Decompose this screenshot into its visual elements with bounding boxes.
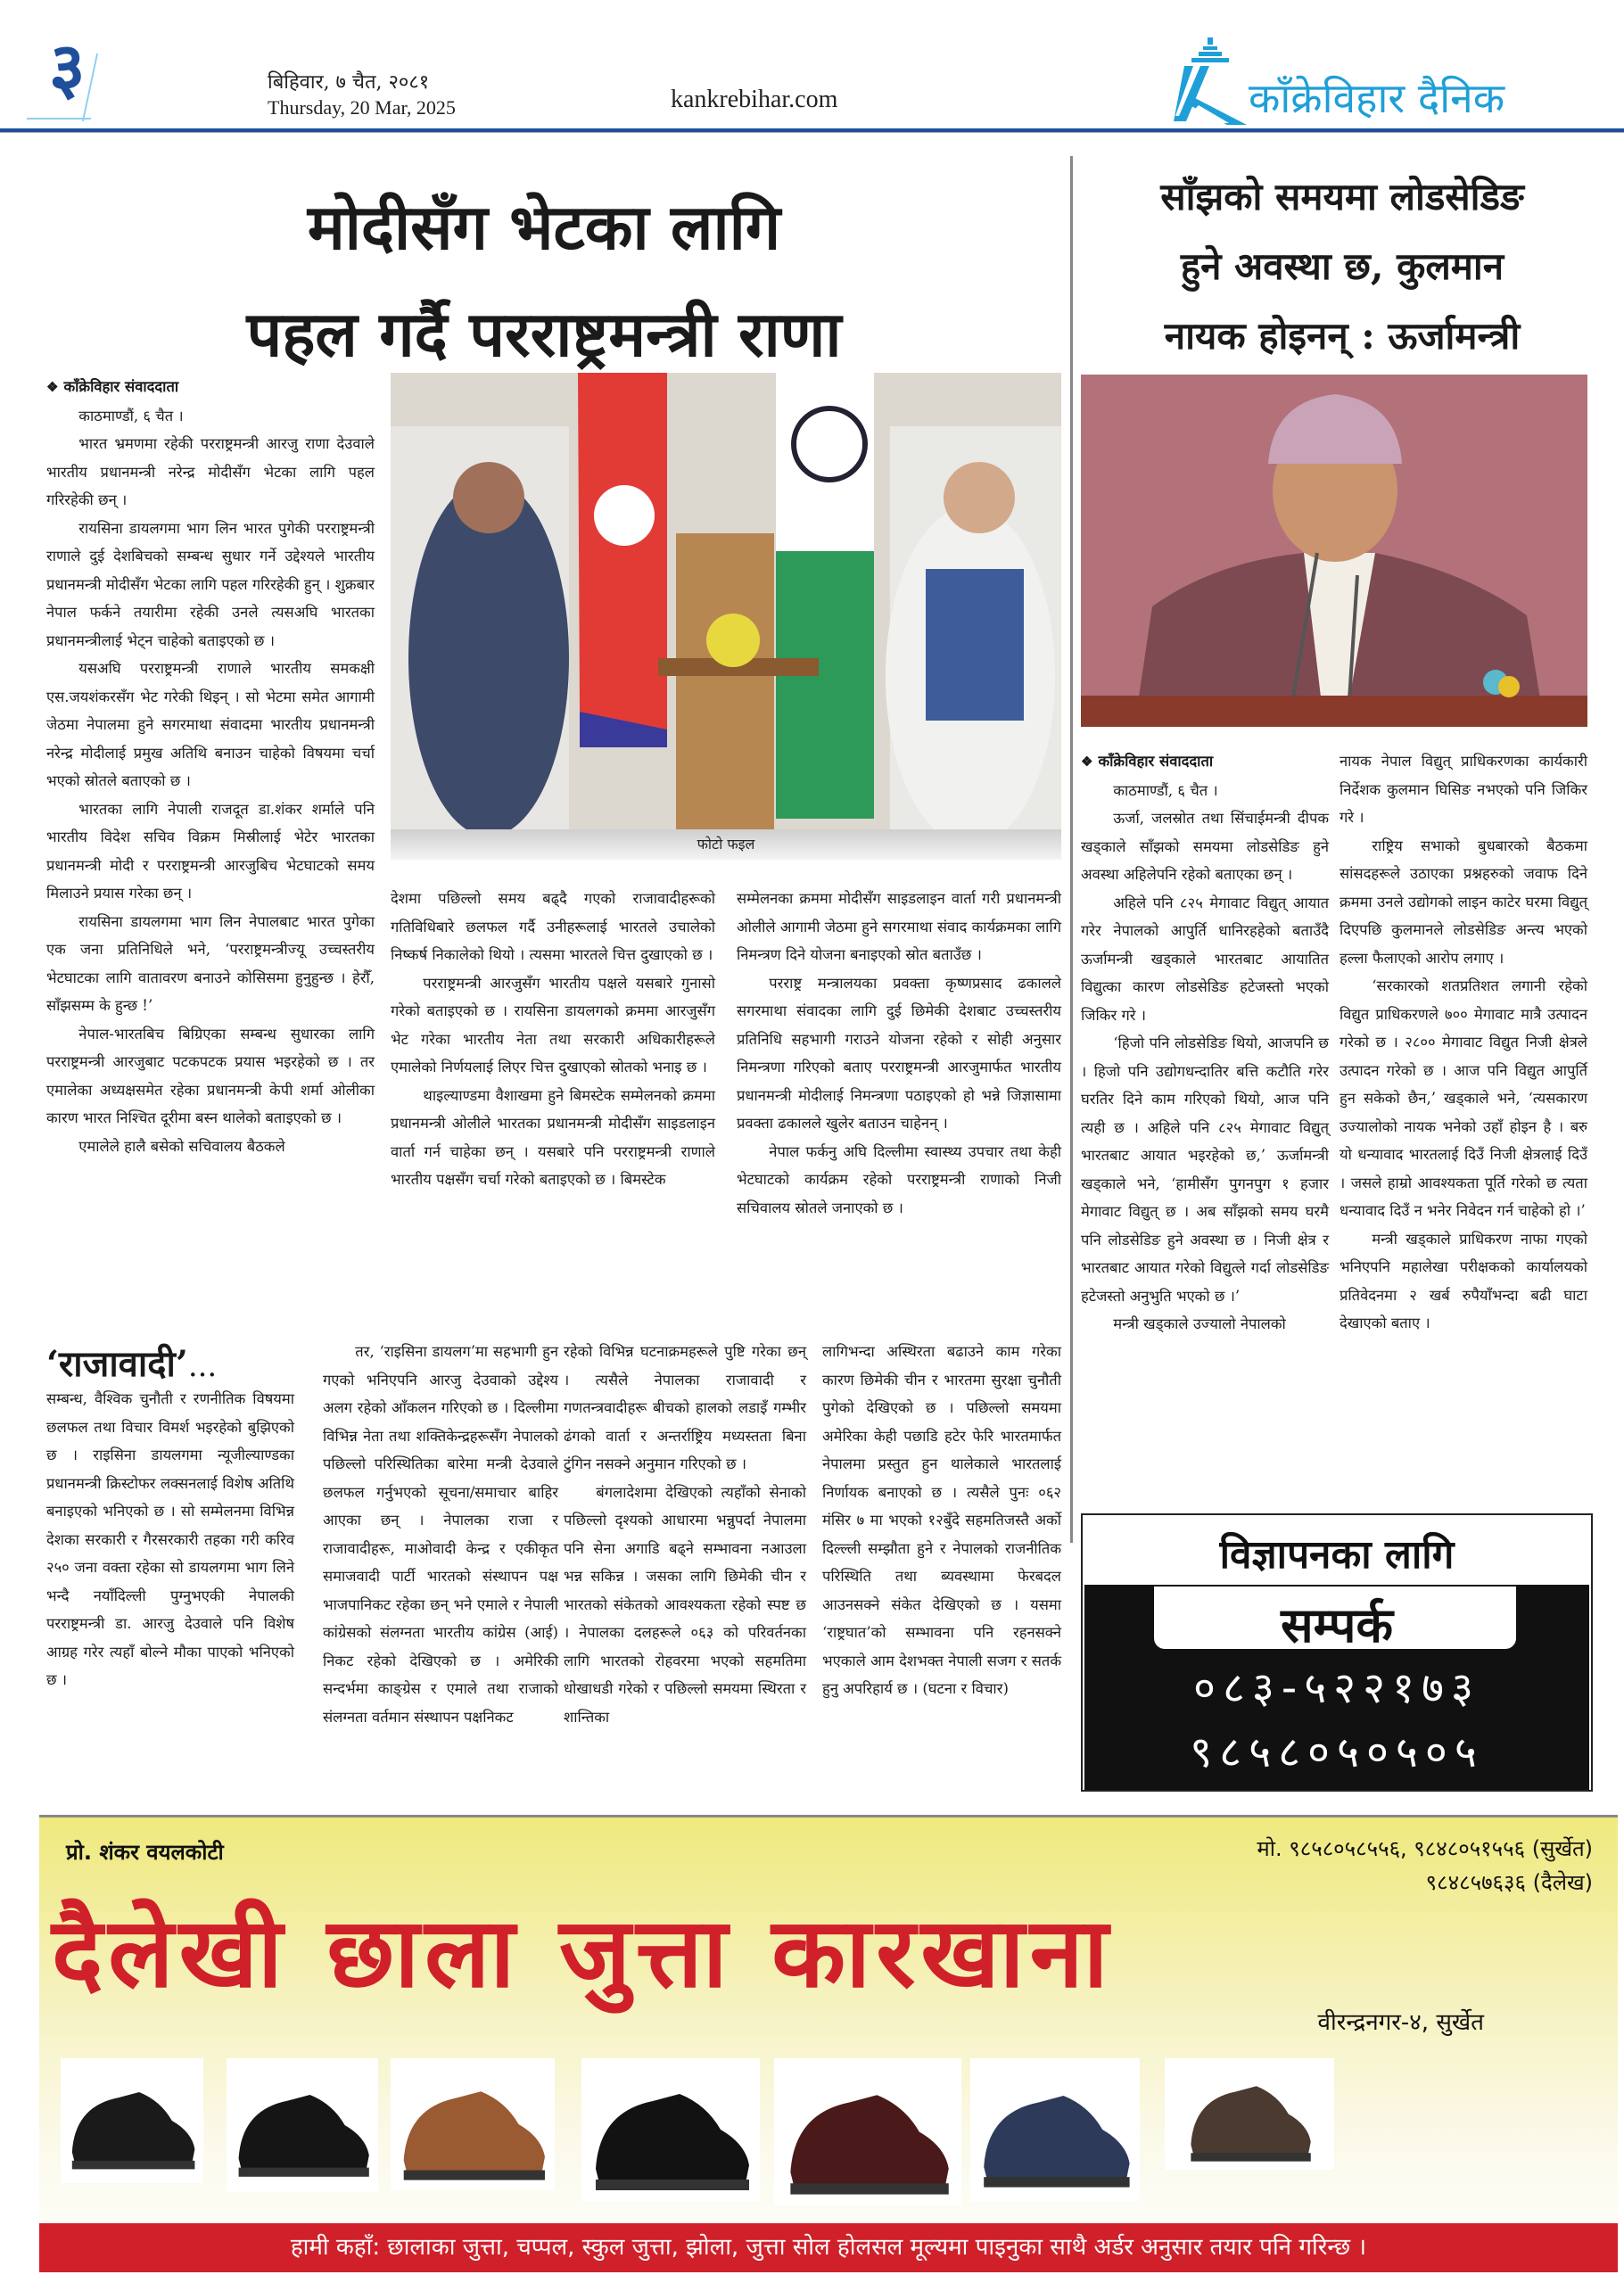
paragraph: सम्मेलनका क्रममा मोदीसँग साइडलाइन वार्ता गरी प्रधानमन्त्री ओलीले आगामी जेठमा हुने सगरमाथा संवाद कार्यक्रमका लागि निमन्त्रण दिने योजना बनाइएको स्रोत बताउँछ ।	[737, 890, 1061, 963]
shoe-ad-phones	[1257, 1832, 1593, 1900]
dateline: काठमाण्डौं, ६ चैत ।	[78, 407, 184, 424]
dateline: काठमाण्डौं, ६ चैत ।	[1113, 781, 1218, 799]
meeting-photo-illustration	[391, 373, 1061, 829]
paragraph: ‘सरकारको शतप्रतिशत लगानी रहेको विद्युत प्राधिकरणले ७०० मेगावाट मात्रै उत्पादन गरेको छ । २८०० मेगावाट विद्युत निजी क्षेत्रले उत्पादन गरेको छ । आज पनि विद्युत आपुर्ति हुन सकेको छैन,’ खड्काले भने, ‘त्यसकारण उज्यालोको नायक भनेको उहाँ होइन है । बरु यो धन्यावाद भारतलाई दिउँ निजी क्षेत्रलाई दिउँ । जसले हाम्रो आवश्यकता पूर्ति गरेको छ त्यता धन्यावाद दिउँ न भनेर निवेदन गर्न चाहेको हो ।’	[1340, 977, 1587, 1219]
page-number-underline	[27, 118, 91, 120]
paragraph: ऊर्जा, जलस्रोत तथा सिंचाईमन्त्री दीपक खड्काले साँझको समयमा लोडसेडिङ हुने अवस्था अहिलेपनि रहेको बताएका छन् ।	[1081, 810, 1329, 883]
ad-phone-landline[interactable]: ०८३-५२२१७३	[1193, 1663, 1480, 1713]
continuation-column-4	[822, 1338, 1061, 1703]
paragraph: भारतका लागि नेपाली राजदूत डा.शंकर शर्माले पनि भारतीय विदेश सचिव विक्रम मिस्रीलाई भेटेर भारतका प्रधानमन्त्री मोदी र परराष्ट्रमन्त्री आरजुबिच भेटघाटको समय मिलाउने प्रयास गरेका छन् ।	[46, 800, 375, 902]
paragraph: रायसिना डायलगमा भाग लिन भारत पुगेकी परराष्ट्रमन्त्री राणाले दुई देशबिचको सम्बन्ध सुधार गर्ने उद्देश्यले भारतीय प्रधानमन्त्री मोदीसँग भेटका लागि पहल गरिरहेकी हुन् । शुक्रबार नेपाल फर्कने तयारीमा रहेकी उनले त्यसअघि भारतका प्रधानमन्त्रीलाई भेट्न चाहेको बताइएको छ ।	[46, 519, 375, 649]
side-headline	[1079, 162, 1605, 371]
paragraph: परराष्ट्र मन्त्रालयका प्रवक्ता कृष्णप्रसाद ढकालले सगरमाथा संवादका लागि दुई छिमेकी देशबाट उच्चस्तरीय प्रतिनिधि सहभागी गराउने योजना रहेको र सोही अनुसार निमन्त्रणा गरिएको बताए परराष्ट्रमन्त्री आरजुमार्फत भारतीय प्रधानमन्त्री मोदीलाई निमन्त्रणा पठाइएको हो भन्ने जिज्ञासामा प्रवक्ता ढकालले खुलेर बताउन चाहेनन् ।	[737, 974, 1061, 1132]
minister-photo-illustration	[1081, 375, 1587, 727]
paragraph: रायसिना डायलगमा भाग लिन नेपालबाट भारत पुगेका एक जना प्रतिनिधिले भने, ‘परराष्ट्रमन्त्रीज्यू उच्चस्तरीय भेटघाटका लागि वातावरण बनाउने कोसिसमा हुनुहुन्छ । हेरौँ, साँझसम्म के हुन्छ !’	[46, 912, 375, 1014]
photo-caption: फोटो फइल	[391, 829, 1061, 860]
paragraph: मन्त्री खड्काले प्राधिकरण नाफा गएको भनिएपनि महालेखा परीक्षकको कार्यालयको प्रतिवेदनमा २ खर्ब रुपैयाँभन्दा बढी घाटा देखाएको बताए ।	[1340, 1230, 1587, 1331]
ad-title: विज्ञापनका लागि	[1219, 1532, 1455, 1578]
date-english: Thursday, 20 Mar, 2025	[268, 96, 456, 119]
paragraph: देशमा पछिल्लो समय बढ्दै गएको राजावादीहरूको गतिविधिबारे छलफल गर्दै उनीहरूलाई भारतले उचालेको निष्कर्ष निकालेको थियो । त्यसमा भारतले चित्त दुखाएको छ ।	[391, 890, 715, 963]
paragraph: तर, ‘राइसिना डायलग’मा सहभागी हुन गएको भनिएपनि आरजु देउवाको उद्देश्य अलग रहेको आँकलन गरिएको छ । दिल्लीमा विभिन्न नेता तथा शक्तिकेन्द्रहरूसँग नेपालको पछिल्लो परिस्थितिका बारेमा मन्त्री देउवाले छलफल गर्नुभएको सूचना/समाचार बाहिर आएका छन् । नेपालका राजा र राजावादीहरू, माओवादी केन्द्र र एकीकृत समाजवादी पार्टी भारतको संस्थापन पक्ष भाजपानिकट रहेका छन् भने एमाले र नेपाली कांग्रेसको संलग्नता भारतीय कांग्रेस (आई) निकट रहेको देखिएको छ । अमेरिकी सन्दर्भमा काङ्ग्रेस र एमाले तथा राजाको संलग्नता वर्तमान संस्थापन पक्षनिकट	[323, 1343, 558, 1726]
side-headline-line1: साँझको समयमा लोडसेडिङ	[1160, 175, 1524, 218]
byline: ❖ काँक्रेविहार संवाददाता	[1081, 753, 1214, 770]
newspaper-logo-text: काँक्रेविहार दैनिक	[1249, 74, 1505, 122]
ad-contact-label: सम्पर्क	[1281, 1596, 1393, 1653]
paragraph: रहेको विभिन्न घटनाक्रमहरूले पुष्टि गरेका छन् । त्यसैले नेपालका राजावादी र गणतन्त्रवादीहरू बीचको हालको लडाइँ गम्भीर ढंगको वार्ता र अन्तर्राष्ट्रिय मध्यस्तता बिना टुंगिन नसक्ने अनुमान गरिएको छ ।	[564, 1343, 806, 1472]
temple-logo-icon	[1174, 36, 1247, 125]
paragraph: राष्ट्रिय सभाको बुधबारको बैठकमा सांसदहरूले उठाएका प्रश्नहरुको जवाफ दिने क्रममा उनले उद्योगको लाइन काटेर घरमा विद्युत् दिएपछि कुलमानले लोडसेडिङ अन्त्य भएको हल्ला फैलाएको आरोप लगाए ।	[1340, 837, 1587, 967]
byline: ❖ काँक्रेविहार संवाददाता	[46, 378, 179, 395]
website-link[interactable]: kankrebihar.com	[671, 86, 838, 113]
main-headline-line2: पहल गर्दै परराष्ट्रमन्त्री राणा	[246, 297, 842, 371]
paragraph: भारत भ्रमणमा रहेकी परराष्ट्रमन्त्री आरजु राणा देउवाले भारतीय प्रधानमन्त्री नरेन्द्र मोदीसँग भेटका लागि पहल गरिरहेकी छन् ।	[46, 435, 375, 508]
continuation-column-2	[323, 1338, 558, 1731]
shoe-image-burgundy-oxford-shoes	[774, 2058, 961, 2205]
paragraph: नेपाल फर्कनु अघि दिल्लीमा स्वास्थ्य उपचार तथा केही भेटघाटको कार्यक्रम रहेको परराष्ट्रमन्त्री राणाको निजी सचिवालय स्रोतले जनाएको छ ।	[737, 1142, 1061, 1216]
paragraph: नेपाल-भारतबिच बिग्रिएका सम्बन्ध सुधारका लागि परराष्ट्रमन्त्री आरजुबाट पटकपटक प्रयास भइरहेको छ । तर एमालेका अध्यक्षसमेत रहेका प्रधानमन्त्री केपी शर्मा ओलीका कारण भारत निश्चित दूरीमा बस्न थालेको बताइएको छ ।	[46, 1025, 375, 1126]
continuation-column-3	[564, 1338, 806, 1731]
paragraph: सम्बन्ध, वैश्विक चुनौती र रणनीतिक विषयमा छलफल तथा विचार विमर्श भइरहेको बुझिएको छ । राइसिना डायलगमा न्यूजील्याण्डका प्रधानमन्त्री क्रिस्टोफर लक्सनलाई विशेष अतिथि बनाइएको भनिएको छ । सो सम्मेलनमा विभिन्न देशका सरकारी र गैरसरकारी तहका गरी करिव २५० जना वक्ता रहेका सो डायलगमा भाग लिने भन्दै नयाँदिल्ली पुग्नुभएकी नेपालकी परराष्ट्रमन्त्री डा. आरजु देउवाले पनि विशेष आग्रह गरेर त्यहाँ बोल्ने मौका पाएको भनिएको छ ।	[46, 1390, 294, 1688]
side-headline-line3: नायक होइनन् : ऊर्जामन्त्री	[1164, 314, 1521, 358]
main-story-column-1	[46, 373, 375, 1160]
shoe-image-brown-brogue-shoe	[1165, 2058, 1334, 2170]
advertising-contact-box	[1081, 1513, 1593, 1792]
shoe-ad-phone-line2[interactable]: ९८४८५७६३६ (दैलेख)	[1425, 1870, 1593, 1895]
paragraph: परराष्ट्रमन्त्री आरजुसँग भारतीय पक्षले यसबारे गुनासो गरेको बताइएको छ । रायसिना डायलगको क्रममा आरजुसँग भेट गरेका भारतीय नेता तथा सरकारी अधिकारीहरूले एमालेको निर्णयलाई लिएर चित्त दुखाएको स्रोतको भनाइ छ ।	[391, 974, 715, 1076]
continuation-column-1	[46, 1385, 294, 1694]
shoe-product-images	[61, 2058, 1595, 2192]
paragraph: यसअघि परराष्ट्रमन्त्री राणाले भारतीय समकक्षी एस.जयशंकरसँग भेट गरेकी थिइन् । सो भेटमा समेत आगामी जेठमा नेपालमा हुने सगरमाथा संवादमा भारतीय प्रधानमन्त्री नरेन्द्र मोदीलाई प्रमुख अतिथि बनाउन चाहेको विषयमा चर्चा भएको स्रोतले बताएको छ ।	[46, 660, 375, 789]
ad-phone-mobile[interactable]: ९८५८०५०५०५	[1190, 1727, 1484, 1777]
paragraph: थाइल्याण्डमा वैशाखमा हुने बिमस्टेक सम्मेलनको क्रममा प्रधानमन्त्री ओलीले भारतका प्रधानमन्त्री मोदीसँग साइडलाइन वार्ता गर्न चाहेका छन् । यसबारे पनि परराष्ट्रमन्त्री राणाले भारतीय पक्षसँग चर्चा गरेको बताइएको छ । बिमस्टेक	[391, 1086, 715, 1188]
shoe-ad-owner: प्रो. शंकर वयलकोटी	[66, 1840, 224, 1865]
shoe-image-tan-lace-up-shoes	[391, 2058, 555, 2190]
main-headline	[98, 174, 990, 388]
shoe-ad-banner: हामी कहाँ: छालाका जुत्ता, चप्पल, स्कुल जुत्ता, झोला, जुत्ता सोल होलसल मूल्यमा पाइनुका साथै अर्डर अनुसार तयार पनि गरिन्छ ।	[39, 2223, 1618, 2272]
shoe-image-black-monk-strap-shoe	[581, 2058, 760, 2201]
diamond-bullet-icon: ❖	[46, 379, 59, 395]
page-number: ३	[49, 28, 86, 109]
paragraph: बंगलादेशमा देखिएको त्यहाँको सेनाको पछिल्लो दृश्यको आधारमा भन्नुपर्दा नेपालमा पनि सेना अगाडि बढ्ने सम्भावना नआउला भन्न सकिन्न । जसका लागि छिमेकी चीन र भारतको संकेतको आवश्यकता रहेको स्पष्ट छ । नेपालका दलहरूले ०६३ को परिवर्तनका लागि भारतको रोहवरमा भएको सहमतिमा धोखाधडी गरेको र पछिल्लो समयमा स्थिरता र शान्तिका	[564, 1483, 806, 1726]
side-story-column-2	[1340, 747, 1587, 1338]
side-story-column-1	[1081, 747, 1329, 1339]
shoe-image-black-derby-shoes	[61, 2058, 203, 2183]
photo-rana-modi-meeting	[391, 373, 1061, 829]
photo-energy-minister	[1081, 375, 1587, 727]
paragraph: नायक नेपाल विद्युत् प्राधिकरणका कार्यकारी निर्देशक कुलमान घिसिङ नभएको पनि जिकिर गरे ।	[1340, 753, 1587, 826]
date-nepali: बिहिवार, ७ चैत, २०८१	[268, 71, 430, 94]
shoe-image-navy-suede-derby-shoe	[970, 2058, 1140, 2201]
main-story-column-2	[391, 885, 715, 1194]
shoe-image-black-buckle-shoes	[227, 2058, 378, 2192]
main-headline-line1: मोदीसँग भेटका लागि	[307, 190, 781, 264]
column-divider	[1070, 156, 1073, 1543]
paragraph: अहिले पनि ८२५ मेगावाट विद्युत् आयात गरेर नेपालको आपुर्ति धानिरहहेको बताउँदै ऊर्जामन्त्री खड्काले भारतबाट आयातित विद्युत्का कारण लोडसेडिङ हटेजस्तो भएको जिकिर गरे ।	[1081, 894, 1329, 1024]
header-rule-thin	[0, 132, 1624, 133]
shoe-ad-phone-line1[interactable]: मो. ९८५८०५८५५६, ९८४८०५१५५६ (सुर्खेत)	[1257, 1836, 1593, 1861]
paragraph: ‘हिजो पनि लोडसेडिङ थियो, आजपनि छ । हिजो पनि उद्योगधन्दातिर बत्ति कटौति गरेर घरतिर दिने काम गरिएको थियो, आज पनि त्यही छ । अहिले पनि ८२५ मेगावाट विद्युत् भारतबाट आयात भइरहेको छ,’ ऊर्जामन्त्री खड्काले भने, ‘हामीसँग पुगनपुग १ हजार मेगावाट विद्युत् छ । अब साँझको समय घरमै पनि लोडसेडिङ हुने अवस्था छ । निजी क्षेत्र र भारतबाट आयात गरेको विद्युत्ले गर्दा लोडसेडिङ हटेजस्तो अनुभुति भएको छ ।’	[1081, 1034, 1329, 1305]
paragraph: मन्त्री खड्काले उज्यालो नेपालको	[1113, 1315, 1286, 1332]
paragraph: लागिभन्दा अस्थिरता बढाउने काम गरेका कारण छिमेकी चीन र भारतमा सुरक्षा चुनौती पुगेको देखिएको छ । पछिल्लो समयमा अमेरिका केही पछाडि हटेर फेरि भारतमार्फत नेपालमा प्रस्तुत हुन थालेकाले भारतलाई निर्णायक बनाएको छ । त्यसैले पुनः ०६२ मंसिर ७ मा भएको १२बुँदे सहमतिजस्तै अर्को दिल्ल्ली सम्झौता हुने र नेपालको राजनीतिक परिस्थिति तथा ब्यवस्थामा फेरबदल आउनसक्ने संकेत देखिएको छ । यसमा ‘राष्ट्रघात’को सम्भावना पनि रहनसक्ने भएकाले आम देशभक्त नेपाली सजग र सतर्क हुनु अपरिहार्य छ । (घटना र विचार)	[822, 1343, 1061, 1697]
paragraph: एमालेले हालै बसेको सचिवालय बैठकले	[78, 1137, 285, 1155]
shoe-factory-advertisement	[39, 1815, 1618, 2270]
diamond-bullet-icon: ❖	[1081, 754, 1093, 770]
main-story-column-3	[737, 885, 1061, 1222]
continuation-kicker: ‘राजावादी’...	[46, 1343, 218, 1385]
side-headline-line2: हुने अवस्था छ, कुलमान	[1180, 244, 1504, 288]
shoe-ad-address: वीरन्द्रनगर-४, सुर्खेत	[1317, 2009, 1484, 2036]
shoe-ad-business-name: दैलेखी छाला जुत्ता कारखाना	[52, 1897, 1114, 2009]
